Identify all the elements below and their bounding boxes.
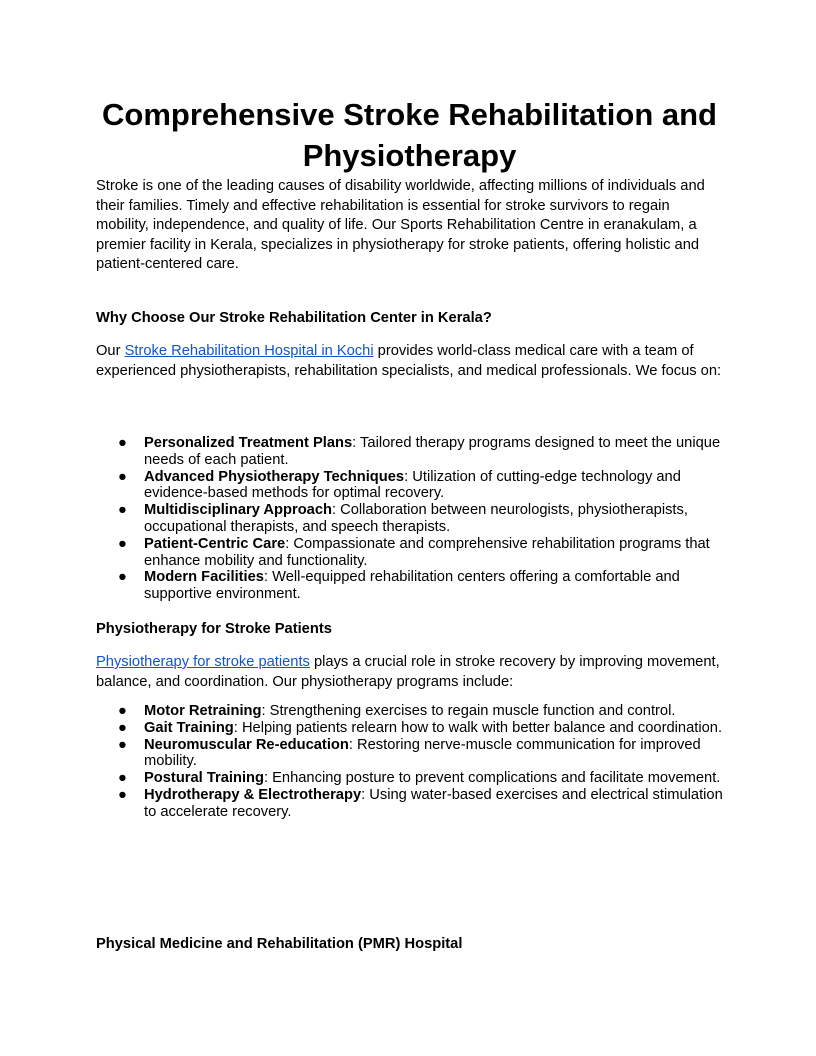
list-item	[96, 435, 723, 469]
list-item-desc: : Well-equipped rehabilitation centers offering a comfortable and supportive environment.	[144, 569, 680, 603]
section-heading-why-choose: Why Choose Our Stroke Rehabilitation Center in Kerala?	[96, 310, 492, 326]
section1-paragraph	[96, 342, 723, 381]
list-item-term: Multidisciplinary Approach	[144, 502, 332, 519]
section1-para-prefix: Our	[96, 343, 125, 359]
intro-paragraph: Stroke is one of the leading causes of disability worldwide, affecting millions of individuals and their families. Timely and effective rehabilitation is essential for stroke survivors to regain mobility, independence, and quality of life. Our Sports Rehabilitation Centre in eranakulam, a premier facility in Kerala, specializes in physiotherapy for stroke patients, offering holistic and patient-centered care.	[96, 178, 705, 273]
list-item-desc: : Collaboration between neurologists, physiotherapists, occupational therapists, and speech therapists.	[144, 502, 688, 535]
list-item-term: Postural Training	[144, 770, 264, 787]
list-item-term: Patient-Centric Care	[144, 535, 286, 552]
bullet-icon: ●	[118, 569, 127, 586]
page-title: Comprehensive Stroke Rehabilitation and Physiotherapy	[102, 97, 717, 173]
list-item	[96, 737, 723, 771]
list-item-desc: : Enhancing posture to prevent complications and facilitate movement.	[263, 770, 721, 787]
list-item-term: Modern Facilities	[144, 569, 264, 586]
list-item	[96, 502, 723, 536]
list-item	[96, 770, 723, 787]
bullet-icon: ●	[118, 435, 127, 451]
list-item-term: Advanced Physiotherapy Techniques	[144, 468, 405, 485]
list-item	[96, 469, 723, 503]
section-heading-pmr-hospital: Physical Medicine and Rehabilitation (PMR) Hospital	[96, 936, 463, 952]
list-item-desc: : Compassionate and comprehensive rehabilitation programs that enhance mobility and functionality.	[144, 535, 710, 569]
section2-paragraph	[96, 653, 723, 692]
list-item-term: Neuromuscular Re-education	[144, 736, 349, 753]
list-item-term: Motor Retraining	[144, 703, 262, 719]
list-item-term: Gait Training	[144, 719, 234, 736]
bullet-icon: ●	[118, 468, 127, 485]
bullet-icon: ●	[118, 719, 127, 736]
section1-list	[96, 435, 723, 603]
list-item	[96, 569, 723, 603]
list-item-desc: : Using water-based exercises and electrical stimulation to accelerate recovery.	[144, 786, 723, 820]
list-item-term: Personalized Treatment Plans	[144, 435, 353, 451]
list-item	[96, 787, 723, 821]
bullet-icon: ●	[118, 770, 127, 787]
list-item	[96, 720, 723, 737]
list-item-desc: : Helping patients relearn how to walk with better balance and coordination.	[233, 719, 723, 736]
list-item-desc: : Tailored therapy programs designed to meet the unique needs of each patient.	[144, 435, 721, 468]
section2-list	[96, 703, 723, 821]
section-heading-physiotherapy: Physiotherapy for Stroke Patients	[96, 621, 332, 637]
bullet-icon: ●	[118, 786, 127, 803]
section2-para-suffix: plays a crucial role in stroke recovery by improving movement, balance, and coordination. Our physiotherapy programs include:	[96, 654, 720, 690]
bullet-icon: ●	[118, 535, 127, 552]
list-item-desc: : Strengthening exercises to regain muscle function and control.	[261, 703, 676, 719]
list-item-desc: : Restoring nerve-muscle communication for improved mobility.	[144, 736, 701, 770]
bullet-icon: ●	[118, 703, 127, 719]
physiotherapy-stroke-link[interactable]: Physiotherapy for stroke patients	[96, 654, 310, 670]
bullet-icon: ●	[118, 736, 127, 753]
stroke-rehab-hospital-link[interactable]: Stroke Rehabilitation Hospital in Kochi	[124, 343, 374, 359]
list-item	[96, 536, 723, 570]
list-item-desc: : Utilization of cutting-edge technology and evidence-based methods for optimal recovery.	[144, 468, 681, 502]
section1-para-suffix: provides world-class medical care with a team of experienced physiotherapists, rehabilitation specialists, and medical professionals. We focus on:	[96, 343, 722, 379]
bullet-icon: ●	[118, 502, 127, 519]
list-item	[96, 703, 723, 720]
list-item-term: Hydrotherapy & Electrotherapy	[144, 786, 362, 803]
